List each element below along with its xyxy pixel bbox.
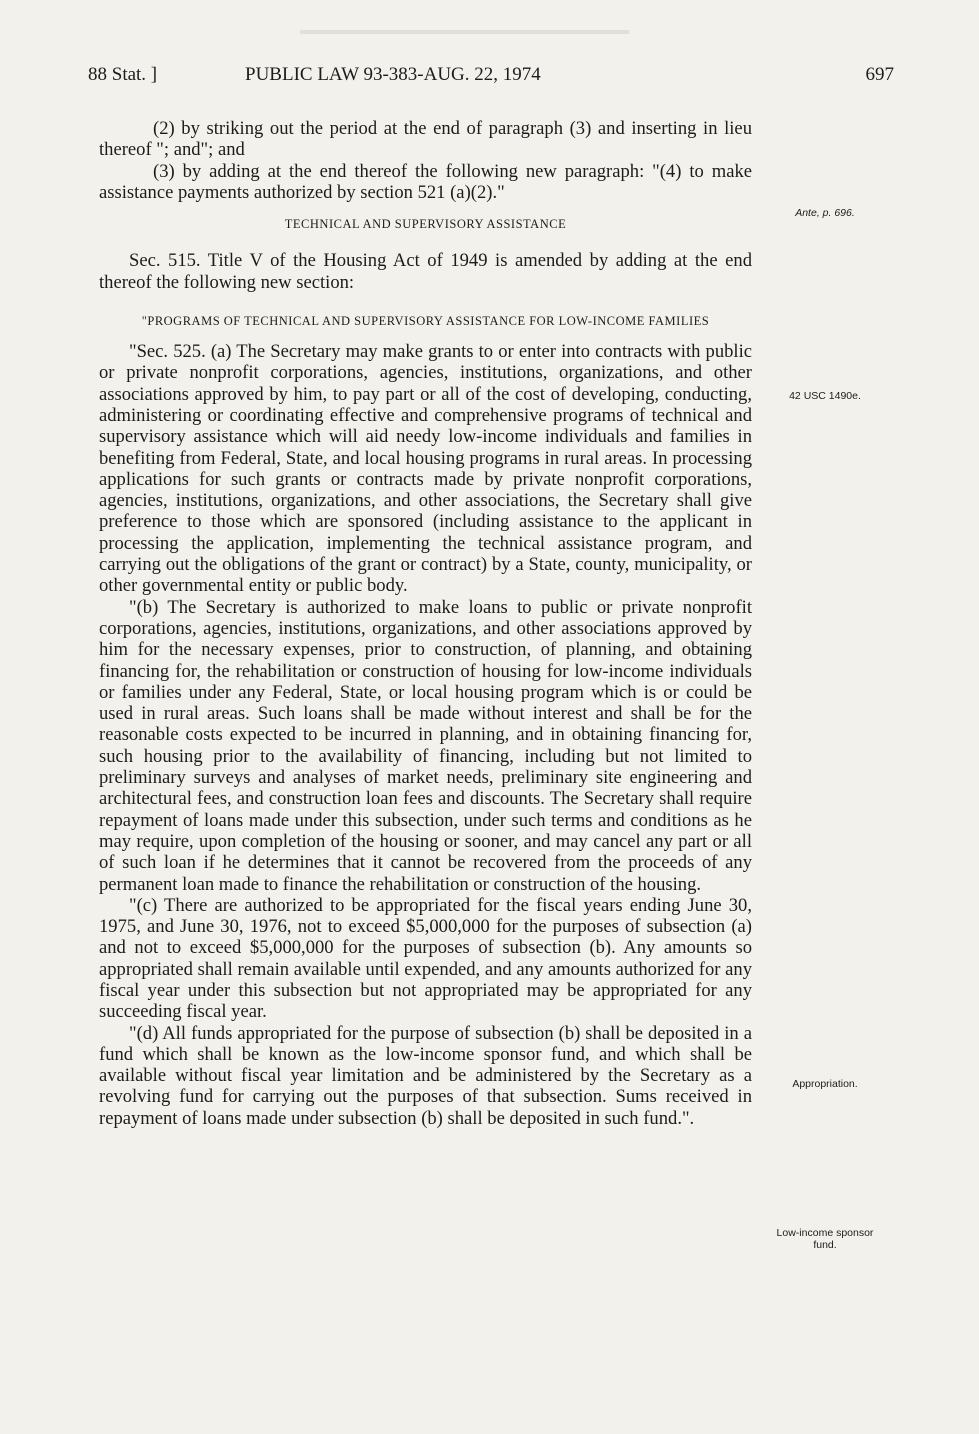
- new-section-heading: "PROGRAMS OF TECHNICAL AND SUPERVISORY ASSISTANCE FOR LOW-INCOME FAMILIES: [141, 314, 710, 329]
- section-515: Sec. 515. Title V of the Housing Act of 1949 is amended by adding at the end thereof the following new section:: [99, 250, 752, 293]
- law-text: [99, 118, 752, 1129]
- margin-note-sponsor-fund: Low-income sponsor fund.: [776, 1227, 874, 1251]
- subsection-b: "(b) The Secretary is authorized to make loans to public or private nonprofit corporations, agencies, institutions, organizations, and other associations approved by him for the necessary expenses, prior to construction, of planning, and obtaining financing for, the rehabilitation or construction of housing for low-income individuals or families under any Federal, State, or local housing program which is or could be used in rural areas. Such loans shall be made without interest and shall be for the reasonable costs expected to be incurred in planning, and in obtaining financing for, such housing prior to the availability of financing, including but not limited to preliminary surveys and analyses of market needs, preliminary site engineering and architectural fees, and construction loan fees and discounts. The Secretary shall require repayment of loans made under this subsection, under such terms and conditions as he may require, upon completion of the housing or sooner, and may cancel any part or all of such loan if he determines that it cannot be recovered from the proceeds of any permanent loan made to finance the rehabilitation or construction of the housing.: [99, 596, 752, 895]
- page-number: 697: [865, 64, 894, 85]
- margin-note-appropriation: Appropriation.: [792, 1078, 858, 1090]
- paragraph-2: (2) by striking out the period at the end of paragraph (3) and inserting in lieu thereof "; and"; and: [99, 118, 752, 161]
- margin-note-usc: 42 USC 1490e.: [789, 390, 861, 402]
- paragraph-3: (3) by adding at the end thereof the following new paragraph: "(4) to make assistance payments authorized by section 521 (a)(2).": [99, 160, 752, 203]
- scan-artifact: [300, 30, 630, 34]
- law-title: PUBLIC LAW 93-383-AUG. 22, 1974: [245, 64, 541, 85]
- subsection-c: "(c) There are authorized to be appropriated for the fiscal years ending June 30, 1975, and June 30, 1976, not to exceed $5,000,000 for the purposes of subsection (a) and not to exceed $5,000,000 for the purposes of subsection (b). Any amounts so appropriated shall remain available until expended, and any amounts authorized for any fiscal year under this subsection but not appropriated may be appropriated for any succeeding fiscal year.: [99, 894, 752, 1023]
- margin-note-ante: Ante, p. 696.: [795, 207, 855, 219]
- subsection-d: "(d) All funds appropriated for the purpose of subsection (b) shall be deposited in a fund which shall be known as the low-income sponsor fund, and which shall be available without fiscal year limitation and be administered by the Secretary as a revolving fund for carrying out the purposes of that subsection. Sums received in repayment of loans made under subsection (b) shall be deposited in such fund.".: [99, 1022, 752, 1129]
- subsection-a: "Sec. 525. (a) The Secretary may make grants to or enter into contracts with public or private nonprofit corporations, agencies, institutions, organizations, and other associations approved by him, to pay part or all of the cost of developing, conducting, administering or coordinating effective and comprehensive programs of technical and supervisory assistance which will aid needy low-income individuals and families in benefiting from Federal, State, and local housing programs in rural areas. In processing applications for such grants or contracts made by private nonprofit corporations, agencies, institutions, organizations, and other associations, the Secretary shall give preference to those which are sponsored (including assistance to the applicant in processing the application, implementing the technical assistance program, and carrying out the obligations of the grant or contract) by a State, county, municipality, or other governmental entity or public body.: [99, 341, 752, 597]
- page-header: [88, 64, 894, 94]
- statute-volume: 88 Stat. ]: [88, 64, 158, 85]
- section-heading: TECHNICAL AND SUPERVISORY ASSISTANCE: [284, 217, 567, 232]
